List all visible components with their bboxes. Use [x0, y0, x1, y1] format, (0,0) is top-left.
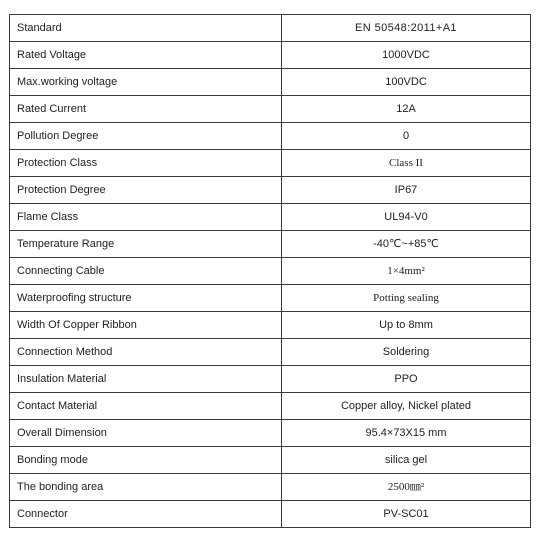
table-row [10, 15, 531, 42]
table-row [10, 123, 531, 150]
row-value: 0 [282, 123, 531, 150]
row-label: Connector [10, 501, 282, 528]
table-row [10, 420, 531, 447]
row-value: PPO [282, 366, 531, 393]
row-value: UL94-V0 [282, 204, 531, 231]
table-row [10, 366, 531, 393]
row-value: -40℃~+85℃ [282, 231, 531, 258]
row-value: 95.4×73X15 mm [282, 420, 531, 447]
table-row [10, 285, 531, 312]
table-row [10, 96, 531, 123]
table-row [10, 177, 531, 204]
table-row [10, 312, 531, 339]
row-value: IP67 [282, 177, 531, 204]
row-value: Up to 8mm [282, 312, 531, 339]
table-row [10, 204, 531, 231]
row-label: Flame Class [10, 204, 282, 231]
table-row [10, 501, 531, 528]
row-value: EN 50548:2011+A1 [282, 15, 531, 42]
table-row [10, 231, 531, 258]
row-label: The bonding area [10, 474, 282, 501]
row-label: Rated Voltage [10, 42, 282, 69]
row-value: Copper alloy, Nickel plated [282, 393, 531, 420]
row-label: Standard [10, 15, 282, 42]
row-label: Max.working voltage [10, 69, 282, 96]
row-label: Connecting Cable [10, 258, 282, 285]
row-value: 2500㎜² [282, 474, 531, 501]
row-value: PV-SC01 [282, 501, 531, 528]
row-value: 12A [282, 96, 531, 123]
table-row [10, 393, 531, 420]
row-label: Bonding mode [10, 447, 282, 474]
row-value: Class II [282, 150, 531, 177]
row-value: Potting sealing [282, 285, 531, 312]
row-label: Protection Class [10, 150, 282, 177]
row-value: Soldering [282, 339, 531, 366]
table-row [10, 447, 531, 474]
row-label: Waterproofing structure [10, 285, 282, 312]
row-label: Overall Dimension [10, 420, 282, 447]
table-row [10, 258, 531, 285]
row-label: Connection Method [10, 339, 282, 366]
row-label: Rated Current [10, 96, 282, 123]
row-value: 1×4mm² [282, 258, 531, 285]
table-row [10, 42, 531, 69]
row-label: Temperature Range [10, 231, 282, 258]
row-label: Insulation Material [10, 366, 282, 393]
row-label: Pollution Degree [10, 123, 282, 150]
row-label: Width Of Copper Ribbon [10, 312, 282, 339]
row-label: Protection Degree [10, 177, 282, 204]
row-value: 1000VDC [282, 42, 531, 69]
table-row [10, 150, 531, 177]
row-label: Contact Material [10, 393, 282, 420]
specification-table [9, 14, 531, 528]
table-row [10, 339, 531, 366]
row-value: silica gel [282, 447, 531, 474]
row-value: 100VDC [282, 69, 531, 96]
table-row [10, 69, 531, 96]
table-row [10, 474, 531, 501]
